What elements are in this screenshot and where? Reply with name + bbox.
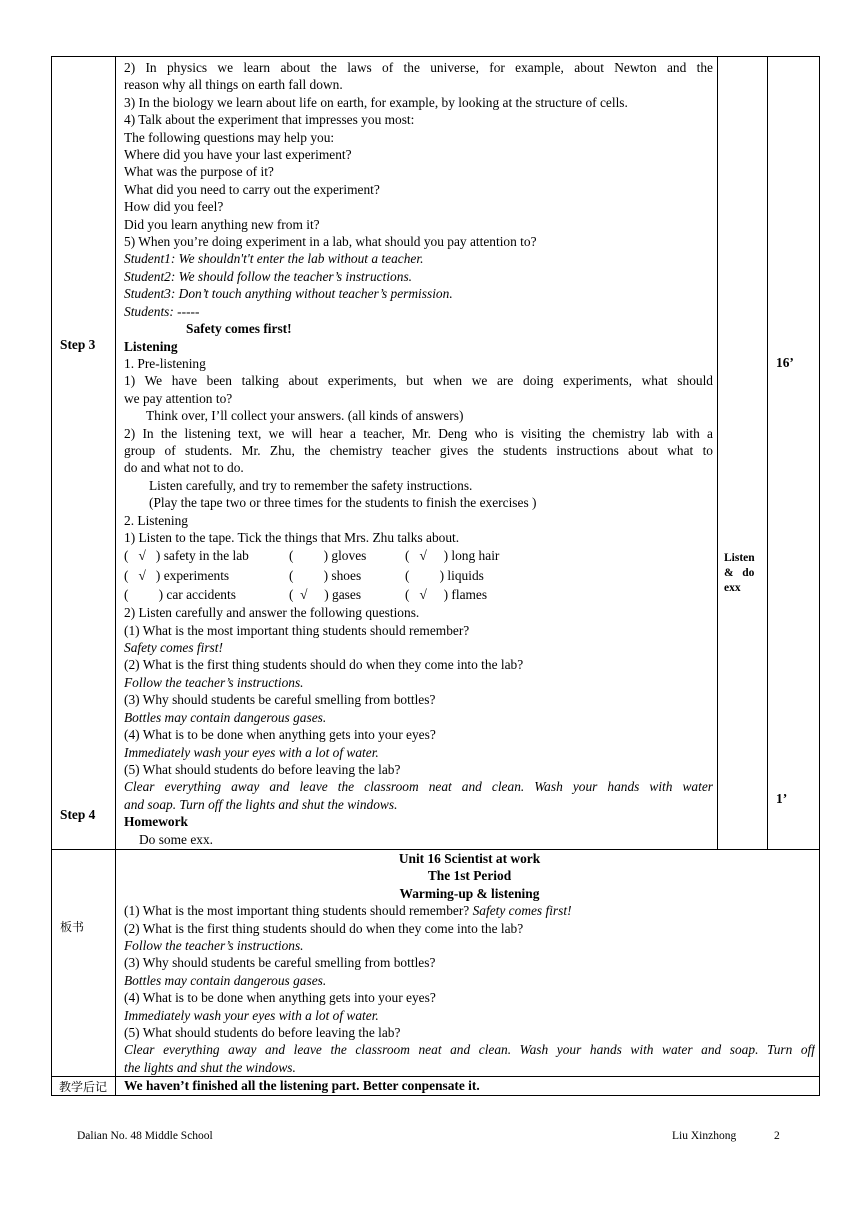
board-content — [116, 850, 819, 1076]
method-line: & do — [724, 567, 755, 579]
checklist-item: ( √ ) safety in the lab — [124, 548, 249, 564]
text-line: 1. Pre-listening — [124, 355, 206, 371]
text-line: (3) Why should students be careful smelling from bottles? — [124, 692, 436, 708]
content-block — [116, 57, 717, 546]
text-line: Unit 16 Scientist at work — [398, 851, 541, 866]
footer-page-number: 2 — [774, 1130, 780, 1142]
text-line: the lights and shut the windows. — [124, 1059, 296, 1075]
text-line: The following questions may help you: — [124, 129, 335, 145]
text-line: Think over, I’ll collect your answers. (all kinds of answers) — [146, 408, 464, 424]
text-line: Safety comes first! — [124, 640, 223, 656]
method-line: exx — [724, 582, 741, 594]
text-line: we pay attention to? — [124, 390, 233, 406]
text-line: Listen carefully, and try to remember the safety instructions. — [149, 477, 473, 493]
text-line: Bottles may contain dangerous gases. — [124, 972, 327, 988]
text-line: Clear everything away and leave the classroom neat and clean. Wash your hands with water — [124, 779, 713, 795]
board-label: 板书 — [60, 920, 85, 934]
footer-school: Dalian No. 48 Middle School — [77, 1130, 213, 1142]
checklist-item: ( √ ) experiments — [124, 567, 230, 583]
checklist-row — [124, 585, 713, 604]
text-line: Student1: We shouldn't't enter the lab without a teacher. — [124, 251, 424, 267]
text-line: Do some exx. — [139, 831, 214, 847]
text-line: Immediately wash your eyes with a lot of water. — [124, 1007, 379, 1023]
method-line: Listen — [724, 552, 755, 564]
content-cell — [116, 57, 718, 850]
reflection-label: 教学后记 — [59, 1080, 108, 1095]
text-line: Homework — [124, 814, 188, 830]
checklist-row — [124, 546, 713, 565]
text-line: Immediately wash your eyes with a lot of water. — [124, 744, 379, 760]
text-line: Student2: We should follow the teacher’s instructions. — [124, 268, 413, 284]
step3-label: Step 3 — [60, 337, 96, 352]
reflection-content-cell — [116, 1077, 820, 1096]
time-cell — [768, 57, 820, 850]
checklist-item: ( ) liquids — [405, 567, 484, 583]
checklist-item: ( ) shoes — [289, 567, 362, 583]
text-line: reason why all things on earth fall down. — [124, 77, 343, 93]
text-line: Warming-up & listening — [399, 885, 540, 901]
checklist-item: ( √ ) long hair — [405, 548, 500, 564]
text-line: Follow the teacher’s instructions. — [124, 938, 304, 954]
text-line: Student3: Don’t touch anything without teacher’s permission. — [124, 286, 453, 302]
checklist-item: ( ) car accidents — [124, 586, 236, 602]
text-line: 2) In the listening text, we will hear a teacher, Mr. Deng who is visiting the chemistry lab with a — [124, 425, 713, 441]
text-line: (4) What is to be done when anything gets into your eyes? — [124, 990, 436, 1006]
board-row — [52, 850, 820, 1077]
steps-row — [52, 57, 820, 850]
text-line: How did you feel? — [124, 199, 224, 215]
text-line: 1) We have been talking about experiments, but when we are doing experiments, what should — [124, 373, 713, 389]
text-line: group of students. Mr. Zhu, the chemistry teacher gives the students instructions about what to — [124, 442, 713, 458]
text-line: 2. Listening — [124, 512, 188, 528]
text-line: (2) What is the first thing students should do when they come into the lab? — [124, 920, 524, 936]
text-line: Where did you have your last experiment? — [124, 147, 352, 163]
checklist-item: ( √ ) gases — [289, 586, 362, 602]
lesson-plan-table — [51, 56, 820, 1096]
text-line: The 1st Period — [427, 868, 512, 884]
board-label-cell — [52, 850, 116, 1077]
text-line: 5) When you’re doing experiment in a lab, what should you pay attention to? — [124, 234, 537, 250]
text-line: What did you need to carry out the experiment? — [124, 181, 380, 197]
text-line: Listening — [124, 338, 178, 354]
text-line: Did you learn anything new from it? — [124, 216, 320, 232]
text-line: Follow the teacher’s instructions. — [124, 674, 304, 690]
text-line: Clear everything away and leave the classroom neat and clean. Wash your hands with water and soap. Turn off — [124, 1042, 815, 1058]
text-line: do and what not to do. — [124, 460, 244, 476]
text-line: (Play the tape two or three times for the students to finish the exercises ) — [149, 495, 537, 511]
method-label — [724, 551, 755, 596]
footer-author: Liu Xinzhong — [672, 1130, 737, 1142]
reflection-label-cell — [52, 1077, 116, 1096]
text-line: Safety comes first! — [186, 321, 292, 337]
step4-time: 1’ — [776, 791, 788, 806]
text-line: (2) What is the first thing students should do when they come into the lab? — [124, 657, 524, 673]
text-line: (5) What should students do before leaving the lab? — [124, 1025, 401, 1041]
reflection-row — [52, 1077, 820, 1096]
step-label-cell — [52, 57, 116, 850]
reflection-text: We haven’t finished all the listening part. Better conpensate it. — [124, 1078, 480, 1094]
text-line: 1) Listen to the tape. Tick the things that Mrs. Zhu talks about. — [124, 529, 460, 545]
text-line: (1) What is the most important thing students should remember? Safety comes first! — [124, 903, 572, 919]
step4-label: Step 4 — [60, 807, 96, 822]
text-line: and soap. Turn off the lights and shut the windows. — [124, 796, 398, 812]
text-line: Students: ----- — [124, 303, 200, 319]
text-line: (4) What is to be done when anything gets into your eyes? — [124, 727, 436, 743]
answer-text: Safety comes first! — [472, 903, 572, 919]
text-line: 2) Listen carefully and answer the following questions. — [124, 605, 420, 621]
text-line: (5) What should students do before leaving the lab? — [124, 761, 401, 777]
checklist-row — [124, 566, 713, 585]
tick-checklist — [116, 546, 717, 604]
text-line: What was the purpose of it? — [124, 164, 274, 180]
text-line: 4) Talk about the experiment that impresses you most: — [124, 112, 415, 128]
text-line: (3) Why should students be careful smelling from bottles? — [124, 955, 436, 971]
method-cell — [718, 57, 768, 850]
checklist-item: ( ) gloves — [289, 548, 367, 564]
text-line: Bottles may contain dangerous gases. — [124, 709, 327, 725]
text-line: 3) In the biology we learn about life on earth, for example, by looking at the structure of cells. — [124, 94, 628, 110]
step3-time: 16’ — [776, 355, 794, 370]
text-line: 2) In physics we learn about the laws of the universe, for example, about Newton and the — [124, 60, 713, 75]
board-content-cell — [116, 850, 820, 1077]
checklist-item: ( √ ) flames — [405, 586, 488, 602]
content-block-2 — [116, 604, 717, 848]
text-line: (1) What is the most important thing students should remember? — [124, 622, 470, 638]
